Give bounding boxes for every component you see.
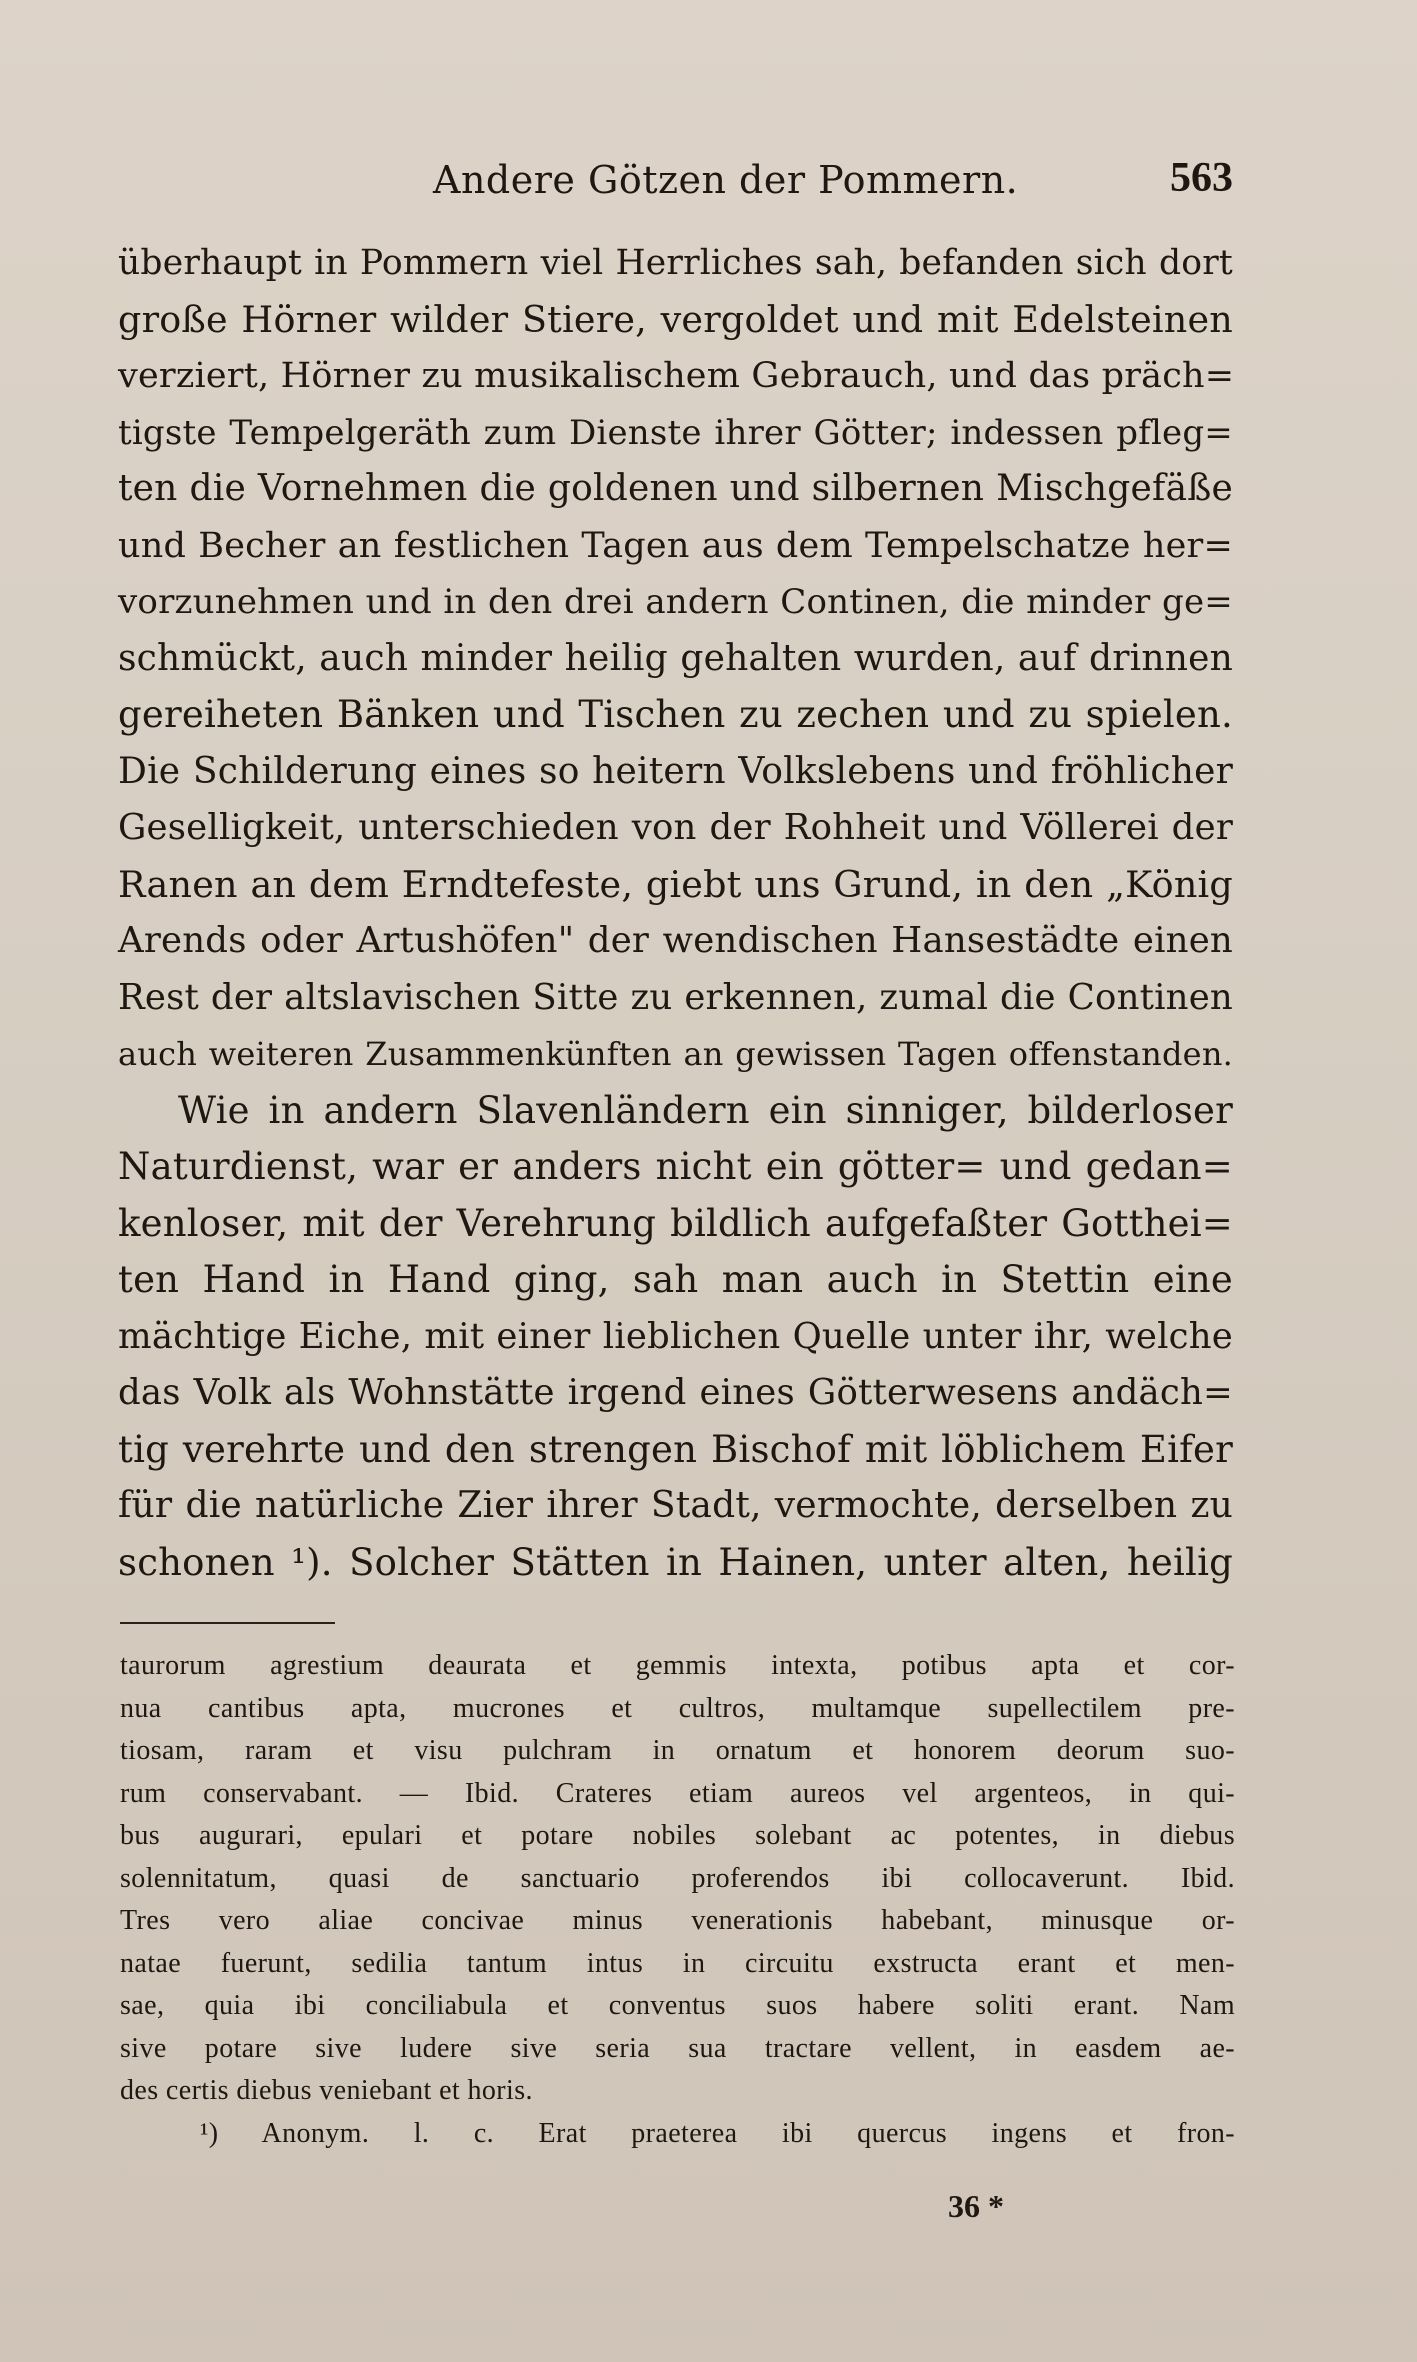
text-line: auch weiteren Zusammenkünften an gewissen Tagen offenstanden.	[118, 1035, 1233, 1073]
signature-mark: 36 *	[948, 2188, 1004, 2224]
text-line: ten die Vornehmen die goldenen und silbernen Mischgefäße	[118, 468, 1233, 509]
text-line: Arends oder Artushöfen" der wendischen Hansestädte einen	[118, 920, 1233, 961]
page-header	[118, 150, 1233, 210]
text-line: schonen ¹). Solcher Stätten in Hainen, unter alten, heilig	[118, 1540, 1233, 1584]
running-title: Andere Götzen der Pommern.	[433, 158, 1019, 202]
text-line: große Hörner wilder Stiere, vergoldet und mit Edelsteinen	[118, 297, 1233, 341]
text-line: überhaupt in Pommern viel Herrliches sah, befanden sich dort	[118, 243, 1233, 283]
text-line: mächtige Eiche, mit einer lieblichen Quelle unter ihr, welche	[118, 1315, 1233, 1357]
text-line: Geselligkeit, unterschieden von der Rohheit und Völlerei der	[118, 807, 1233, 848]
footnote-line: sive potare sive ludere sive seria sua tractare vellent, in easdem ae-	[120, 2032, 1235, 2064]
text-line: Wie in andern Slavenländern ein sinniger, bilderloser	[178, 1088, 1233, 1132]
page-number: 563	[1170, 155, 1233, 201]
text-line: verziert, Hörner zu musikalischem Gebrauch, und das präch=	[118, 356, 1235, 396]
footnote-line: sae, quia ibi conciliabula et conventus suos habere soliti erant. Nam	[120, 1990, 1235, 2021]
footnote-line: des certis diebus veniebant et horis.	[120, 2075, 533, 2106]
footnote-line: taurorum agrestium deaurata et gemmis intexta, potibus apta et cor-	[120, 1650, 1235, 1681]
footnote-line: tiosam, raram et visu pulchram in ornatum et honorem deorum suo-	[120, 1735, 1235, 1766]
text-line: kenloser, mit der Verehrung bildlich aufgefaßter Gotthei=	[118, 1201, 1233, 1245]
text-line: das Volk als Wohnstätte irgend eines Götterwesens andäch=	[118, 1372, 1233, 1413]
text-line: Naturdienst, war er anders nicht ein götter= und gedan=	[118, 1145, 1233, 1188]
text-line: tig verehrte und den strengen Bischof mit löblichem Eifer	[118, 1427, 1233, 1471]
text-line: gereiheten Bänken und Tischen zu zechen und zu spielen.	[118, 693, 1233, 736]
footnote-divider	[120, 1622, 335, 1624]
footnotes	[120, 1645, 1235, 2155]
footnote-line: rum conservabant. — Ibid. Crateres etiam aureos vel argenteos, in qui-	[120, 1777, 1235, 1809]
footnote-line: Tres vero aliae concivae minus venerationis habebant, minusque or-	[120, 1905, 1235, 1936]
text-line: ten Hand in Hand ging, sah man auch in Stettin eine	[118, 1258, 1233, 1301]
text-line: für die natürliche Zier ihrer Stadt, vermochte, derselben zu	[118, 1485, 1233, 1526]
footnote-line: solennitatum, quasi de sanctuario proferendos ibi collocaverunt. Ibid.	[120, 1862, 1235, 1894]
text-line: Die Schilderung eines so heitern Volkslebens und fröhlicher	[118, 750, 1233, 792]
text-line: tigste Tempelgeräth zum Dienste ihrer Götter; indessen pfleg=	[118, 412, 1233, 453]
footnote-line: natae fuerunt, sedilia tantum intus in circuitu exstructa erant et men-	[120, 1947, 1235, 1979]
text-line: und Becher an festlichen Tagen aus dem Tempelschatze her=	[118, 525, 1233, 566]
text-line: Ranen an dem Erndtefeste, giebt uns Grund, in den „König	[118, 862, 1233, 906]
main-text	[118, 235, 1233, 1591]
footnote-line: ¹) Anonym. l. c. Erat praeterea ibi quercus ingens et fron-	[200, 2117, 1235, 2149]
text-line: schmückt, auch minder heilig gehalten wurden, auf drinnen	[118, 637, 1233, 679]
footnote-line: bus augurari, epulari et potare nobiles solebant ac potentes, in diebus	[120, 1820, 1235, 1851]
footnote-line: nua cantibus apta, mucrones et cultros, multamque supellectilem pre-	[120, 1692, 1235, 1724]
text-line: vorzunehmen und in den drei andern Continen, die minder ge=	[118, 582, 1233, 622]
text-line: Rest der altslavischen Sitte zu erkennen, zumal die Continen	[118, 976, 1233, 1018]
